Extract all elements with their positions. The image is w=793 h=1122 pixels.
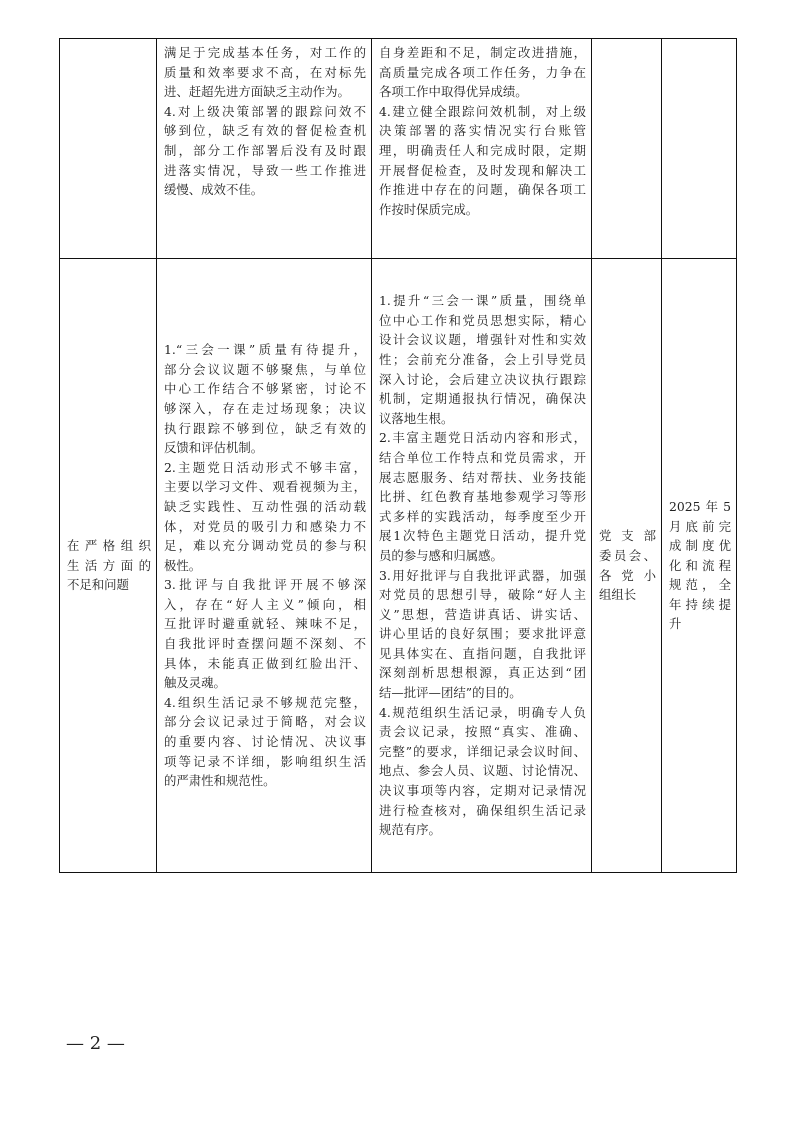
paragraph bbox=[599, 526, 656, 604]
text-line: 委员会、 bbox=[599, 547, 656, 563]
table-row bbox=[60, 39, 737, 259]
text-line: 缺乏实践性、互动性强的活动载 bbox=[164, 498, 366, 514]
text-line: 互批评时避重就轻、辣味不足， bbox=[164, 616, 366, 632]
text-line: 部分会议议题不够聚焦，与单位 bbox=[164, 361, 366, 377]
text-line: 4.建立健全跟踪问效机制，对上级 bbox=[379, 103, 586, 119]
text-line: 不足和问题 bbox=[67, 577, 129, 593]
paragraph bbox=[164, 43, 366, 102]
text-line: 结—批评—团结”的目的。 bbox=[379, 685, 522, 701]
text-line: 满足于完成基本任务，对工作的 bbox=[164, 45, 366, 60]
text-line: 月底前完 bbox=[669, 518, 731, 534]
text-line: 制，部分工作部署后没有及时跟 bbox=[164, 142, 366, 158]
text-line: 员的参与感和归属感。 bbox=[379, 547, 503, 563]
text-line: 部分会议记录过于简略，对会议 bbox=[164, 714, 366, 730]
paragraph bbox=[669, 497, 731, 634]
text-line: 理，明确责任人和完成时限，定期 bbox=[379, 142, 586, 158]
text-line: 设计会议议题，增强针对性和实效 bbox=[379, 332, 586, 348]
text-line: 决议事项等内容，定期对记录情况 bbox=[379, 783, 586, 799]
text-line: 作按时保质完成。 bbox=[379, 201, 479, 217]
text-line: 作推进中存在的问题，确保各项工 bbox=[379, 182, 586, 198]
text-line: 化和流程 bbox=[669, 557, 731, 573]
text-line: 缓慢、成效不佳。 bbox=[164, 182, 264, 198]
paragraph bbox=[379, 43, 586, 102]
paragraph bbox=[379, 102, 586, 220]
text-line: 4.规范组织生活记录，明确专人负 bbox=[379, 704, 586, 720]
text-line: 完整”的要求，详细记录会议时间、 bbox=[379, 743, 586, 759]
text-line: 对党员的思想引导，破除“好人主 bbox=[379, 587, 586, 603]
paragraph bbox=[164, 102, 366, 200]
text-line: 议落地生根。 bbox=[379, 410, 454, 426]
text-line: 的严肃性和规范性。 bbox=[164, 773, 276, 789]
problems-cell bbox=[157, 259, 372, 873]
text-line: 反馈和评估机制。 bbox=[164, 440, 264, 456]
text-line: 结合单位工作特点和党员需求，开 bbox=[379, 449, 586, 465]
paragraph bbox=[379, 428, 586, 565]
text-line: 项等记录不详细，影响组织生活 bbox=[164, 753, 366, 769]
text-line: 展志愿服务、结对帮扶、业务技能 bbox=[379, 469, 586, 485]
measures-cell bbox=[372, 39, 592, 259]
text-line: 升 bbox=[669, 616, 682, 632]
text-line: 入，存在“好人主义”倾向，相 bbox=[164, 596, 366, 612]
text-line: 生活方面的 bbox=[67, 557, 151, 573]
table-row bbox=[60, 259, 737, 873]
page-number: — 2 — bbox=[66, 1033, 125, 1054]
text-line: 1.提升“三会一课”质量，围绕单 bbox=[379, 293, 586, 309]
text-line: 1.“三会一课”质量有待提升， bbox=[164, 342, 366, 358]
text-line: 位中心工作和党员思想实际，精心 bbox=[379, 312, 586, 328]
responsible-cell bbox=[592, 259, 662, 873]
text-line: 足，难以充分调动党员的参与积 bbox=[164, 538, 366, 554]
text-line: 高质量完成各项工作任务，力争在 bbox=[379, 64, 586, 80]
paragraph bbox=[67, 536, 151, 595]
text-line: 进落实情况，导致一些工作推进 bbox=[164, 162, 366, 178]
text-line: 展1次特色主题党日活动，提升党 bbox=[379, 528, 586, 544]
text-line: 深入讨论，会后建立决议执行跟踪 bbox=[379, 371, 586, 387]
deadline-cell bbox=[662, 39, 737, 259]
text-line: 进、赶超先进方面缺乏主动作为。 bbox=[164, 84, 350, 100]
text-line: 成制度优 bbox=[669, 538, 731, 554]
text-line: 3.批评与自我批评开展不够深 bbox=[164, 577, 366, 593]
text-line: 2.主题党日活动形式不够丰富， bbox=[164, 459, 366, 475]
text-line: 党支部 bbox=[599, 528, 656, 544]
category-cell bbox=[60, 39, 157, 259]
paragraph bbox=[379, 291, 586, 428]
text-line: 2.丰富主题党日活动内容和形式， bbox=[379, 430, 586, 446]
text-line: 在严格组织 bbox=[67, 538, 151, 554]
text-line: 4.对上级决策部署的跟踪问效不 bbox=[164, 103, 366, 119]
text-line: 深刻剖析思想根源，真正达到“团 bbox=[379, 665, 586, 681]
text-line: 式多样的实践活动，每季度至少开 bbox=[379, 508, 586, 524]
text-line: 见具体实在、直指问题，自我批评 bbox=[379, 645, 586, 661]
text-line: 3.用好批评与自我批评武器，加强 bbox=[379, 567, 586, 583]
text-line: 规范有序。 bbox=[379, 822, 441, 838]
deadline-cell bbox=[662, 259, 737, 873]
text-line: 比拼、红色教育基地参观学习等形 bbox=[379, 489, 586, 505]
paragraph bbox=[164, 693, 366, 791]
text-line: 具体，未能真正做到红脸出汗、 bbox=[164, 655, 366, 671]
text-line: 各党小 bbox=[599, 567, 656, 583]
paragraph bbox=[164, 340, 366, 458]
text-line: 地点、参会人员、议题、讨论情况、 bbox=[379, 763, 586, 779]
text-line: 的重要内容、讨论情况、决议事 bbox=[164, 734, 366, 750]
text-line: 中心工作结合不够紧密，讨论不 bbox=[164, 381, 366, 397]
text-line: 触及灵魂。 bbox=[164, 675, 226, 691]
paragraph bbox=[379, 566, 586, 703]
text-line: 4.组织生活记录不够规范完整， bbox=[164, 694, 366, 710]
text-line: 性；会前充分准备，会上引导党员 bbox=[379, 351, 586, 367]
text-line: 自我批评时查摆问题不深刻、不 bbox=[164, 636, 366, 652]
paragraph bbox=[164, 458, 366, 576]
text-line: 各项工作中取得优异成绩。 bbox=[379, 84, 528, 100]
text-line: 机制，定期通报执行情况，确保决 bbox=[379, 391, 586, 407]
text-line: 规范，全 bbox=[669, 577, 731, 593]
text-line: 够到位，缺乏有效的督促检查机 bbox=[164, 123, 366, 139]
text-line: 进行检查核对，确保组织生活记录 bbox=[379, 802, 586, 818]
text-line: 质量和效率要求不高，在对标先 bbox=[164, 64, 366, 80]
problems-cell bbox=[157, 39, 372, 259]
text-line: 主要以学习文件、观看视频为主， bbox=[164, 479, 366, 495]
paragraph bbox=[379, 703, 586, 840]
text-line: 年持续提 bbox=[669, 596, 731, 612]
text-line: 2025年5 bbox=[669, 498, 731, 514]
text-line: 执行跟踪不够到位，缺乏有效的 bbox=[164, 420, 366, 436]
responsible-cell bbox=[592, 39, 662, 259]
rectification-table bbox=[59, 38, 737, 873]
text-line: 够深入，存在走过场现象；决议 bbox=[164, 400, 366, 416]
measures-cell bbox=[372, 259, 592, 873]
text-line: 开展督促检查，及时发现和解决工 bbox=[379, 162, 586, 178]
text-line: 义”思想，营造讲真话、讲实话、 bbox=[379, 606, 586, 622]
text-line: 自身差距和不足，制定改进措施， bbox=[379, 45, 586, 60]
text-line: 讲心里话的良好氛围；要求批评意 bbox=[379, 626, 586, 642]
text-line: 决策部署的落实情况实行台账管 bbox=[379, 123, 586, 139]
paragraph bbox=[164, 575, 366, 693]
text-line: 责会议记录，按照“真实、准确、 bbox=[379, 724, 586, 740]
category-cell bbox=[60, 259, 157, 873]
text-line: 组组长 bbox=[599, 587, 637, 603]
text-line: 体，对党员的吸引力和感染力不 bbox=[164, 518, 366, 534]
text-line: 极性。 bbox=[164, 557, 202, 573]
